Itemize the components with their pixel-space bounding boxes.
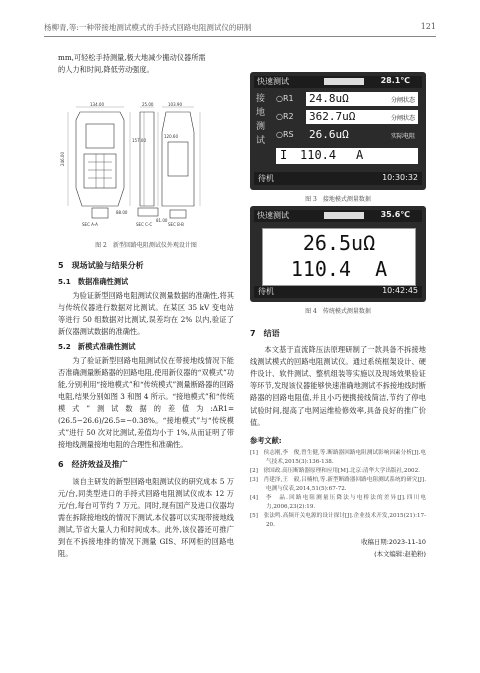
fig4-screen (250, 206, 426, 302)
fig4-temperature: 35.6℃ (380, 210, 410, 219)
side-char-4: 试 (256, 136, 266, 146)
reference-item: [5] 张法鸣.高频开关电源的设计探讨[J].企业技术开发,2015(21):17-20. (250, 512, 426, 528)
fig4-readout (262, 228, 416, 286)
fig3-rs-note: 实际电阻 (390, 133, 415, 140)
fig3-title: 快速测试 (257, 77, 289, 86)
sec6-paragraph: 该自主研发的新型回路电阻测试仪的研究成本 5 万元/台,同类型进口的手持式回路电阻测试仪成本 12 万元/台,每台可节约 7 万元。同时,现有国产及进口仪器均需在拆除接地线的情况下测试,本仪器可以实现带接地线测试,节省大量人力和时间成本。此外,该仪器还可推广到在不拆接地排的情况下测量 GIS、环网柜的回路电阻。 (58, 476, 234, 559)
reference-item: [1] 侯志刚,李 俊,曾生健,等.断路器回路电阻测试影响因素分析[J].电气技术,2015(3):136-138. (250, 449, 426, 465)
fig3-i-label: I (280, 148, 288, 162)
sec52-heading: 5.2 新模式准确性测试 (58, 341, 136, 351)
fig3-mode: 待机 (258, 174, 274, 183)
view-c: SEC C-C (136, 222, 153, 227)
running-header (44, 22, 436, 33)
dim-top-3: 103.90 (168, 102, 182, 107)
fig3-i-unit: A (356, 148, 364, 162)
sec52-paragraph: 为了验证新型回路电阻测试仪在带接地线情况下能否准确测量断路器的回路电阻,使用新仪器的“双模式”功能,分别利用“接地模式”和“传统模式”测量断路器的回路电阻,结果分别如图 3 和图 4 所示。“接地模式”和“传统模式”测试数据的差值为:ΔR1=(26.5−26.6)/26.5=−0.38%。“接地模式”与“传统模式”进行 50 次对比测试,差值均小于 1%,从而证明了带接地线测量接地电阻的合理性和准确性。 (58, 355, 234, 450)
fig4-mode: 待机 (258, 287, 274, 296)
fig3-r1-label: ○R1 (276, 94, 294, 103)
fig3-r2-label: ○R2 (276, 112, 294, 121)
sec51-heading: 5.1 数据准确性测试 (58, 277, 129, 287)
dim-left: 246.00 (60, 152, 65, 166)
fig3-r2-note: 分闸状态 (390, 115, 415, 122)
dim-mid-1: 157.00 (132, 138, 146, 143)
sec7-heading: 7 结语 (250, 329, 280, 338)
reference-item: [2] 徐国政.高压断路器原理和应用[M].北京:清华大学出版社,2002. (250, 467, 420, 474)
view-b: SEC B-B (168, 222, 184, 227)
fig2-caption: 图 2 新型回路电阻测试仪外观设计图 (95, 242, 197, 249)
intro-line-1: mm,可轻松手持测量,极大地减少搬动仪器所需 (58, 53, 206, 62)
fig3-caption: 图 3 接地模式测量数据 (305, 196, 371, 203)
fig3-r2-box (306, 110, 418, 124)
fig3-r1-box (306, 92, 418, 106)
side-char-2: 地 (256, 108, 266, 118)
left-column (58, 254, 234, 560)
header-rule (44, 36, 436, 37)
fig4-time: 10:42:45 (382, 286, 418, 295)
device-drawing (58, 102, 206, 236)
fig3-time: 10:30:32 (382, 173, 418, 182)
editor-note: (本文编辑:赵艳粉) (374, 549, 426, 558)
fig4-caption: 图 4 传统模式测量数据 (305, 308, 371, 315)
fig3-i-value: 110.4 (300, 148, 337, 162)
fig3-current-box (276, 148, 418, 164)
fig3-screen (250, 72, 426, 190)
fig3-rs-label: ○RS (276, 130, 294, 139)
fig4-r-value: 26.5uΩ (302, 231, 376, 255)
view-a: SEC A-A (82, 222, 98, 227)
dim-bot-2: 81.00 (156, 218, 168, 223)
fig4-statusbar (254, 286, 422, 298)
sec7-paragraph: 本文基于直流降压法原理研制了一款具备不拆接地线测试模式的回路电阻测试仪。通过系统框架设计、硬件设计、软件测试、整机组装等实施以及现场效果验证等环节,发现该仪器能够快速准确地测试不拆接地线时断路器的回路电阻值,并且小巧便携接线简洁,节约了停电试验时间,提高了电网运维检修效率,具备良好的推广价值。 (250, 345, 426, 427)
fig3-r2-value: 362.7uΩ (309, 110, 356, 123)
dim-top-1: 134.00 (90, 102, 104, 107)
fig4-titlebar (254, 210, 422, 222)
right-column (250, 322, 426, 560)
fig3-r1-note: 分闸状态 (390, 97, 415, 104)
dim-top-2: 25.00 (142, 102, 154, 107)
fig4-progress-bar (324, 212, 364, 219)
side-char-3: 测 (256, 122, 266, 132)
fig3-statusbar (254, 172, 422, 185)
reference-item: [4] 李 晶.回路电阻测量压降法与电桥法的差异[J].四川电力,2006,23(2):19. (250, 494, 426, 510)
fig4-title: 快速测试 (257, 211, 289, 220)
received-date: 收稿日期:2023-11-10 (361, 537, 426, 546)
sec51-paragraph: 为验证新型回路电阻测试仪测量数据的准确性,将其与传统仪器进行数据对比测试。在某区 35 kV 变电站等进行 50 组数据对比测试,误差均在 2% 以内,验证了新仪器测试数据的准确性。 (58, 291, 234, 337)
sec5-heading: 5 现场试验与结果分析 (58, 261, 144, 270)
fig3-rs-box (306, 128, 418, 142)
reference-item: [3] 肖建泽,王 毅,吕楠柏,等.新型断路器回路电阻测试系统的研究[J].电测与仪表,2014,51(5):67-72. (250, 476, 426, 492)
dim-mid-2: 120.60 (164, 134, 178, 139)
fig4-i-unit: A (375, 257, 388, 281)
dim-bot-1: 88.00 (116, 210, 128, 215)
fig3-titlebar (254, 76, 422, 88)
page-number: 121 (420, 22, 436, 31)
refs-heading: 参考文献: (250, 435, 282, 445)
intro-line-2: 的人力和时间,降低劳动强度。 (58, 65, 154, 75)
fig3-temperature: 28.1℃ (380, 76, 410, 85)
running-title: 杨柳青,等:一种带接地测试模式的手持式回路电阻测试仪的研制 (44, 23, 252, 32)
fig3-r1-value: 24.8uΩ (309, 92, 349, 105)
side-char-1: 接 (256, 94, 266, 104)
intro-text (58, 52, 234, 76)
reference-list (250, 449, 426, 530)
fig3-rs-value: 26.6uΩ (309, 128, 349, 141)
sec6-heading: 6 经济效益及推广 (58, 460, 128, 470)
fig3-side-label (256, 92, 272, 148)
fig3-progress-bar (324, 78, 364, 85)
fig4-i-readout (263, 257, 415, 281)
fig4-i-value: 110.4 (290, 257, 352, 281)
